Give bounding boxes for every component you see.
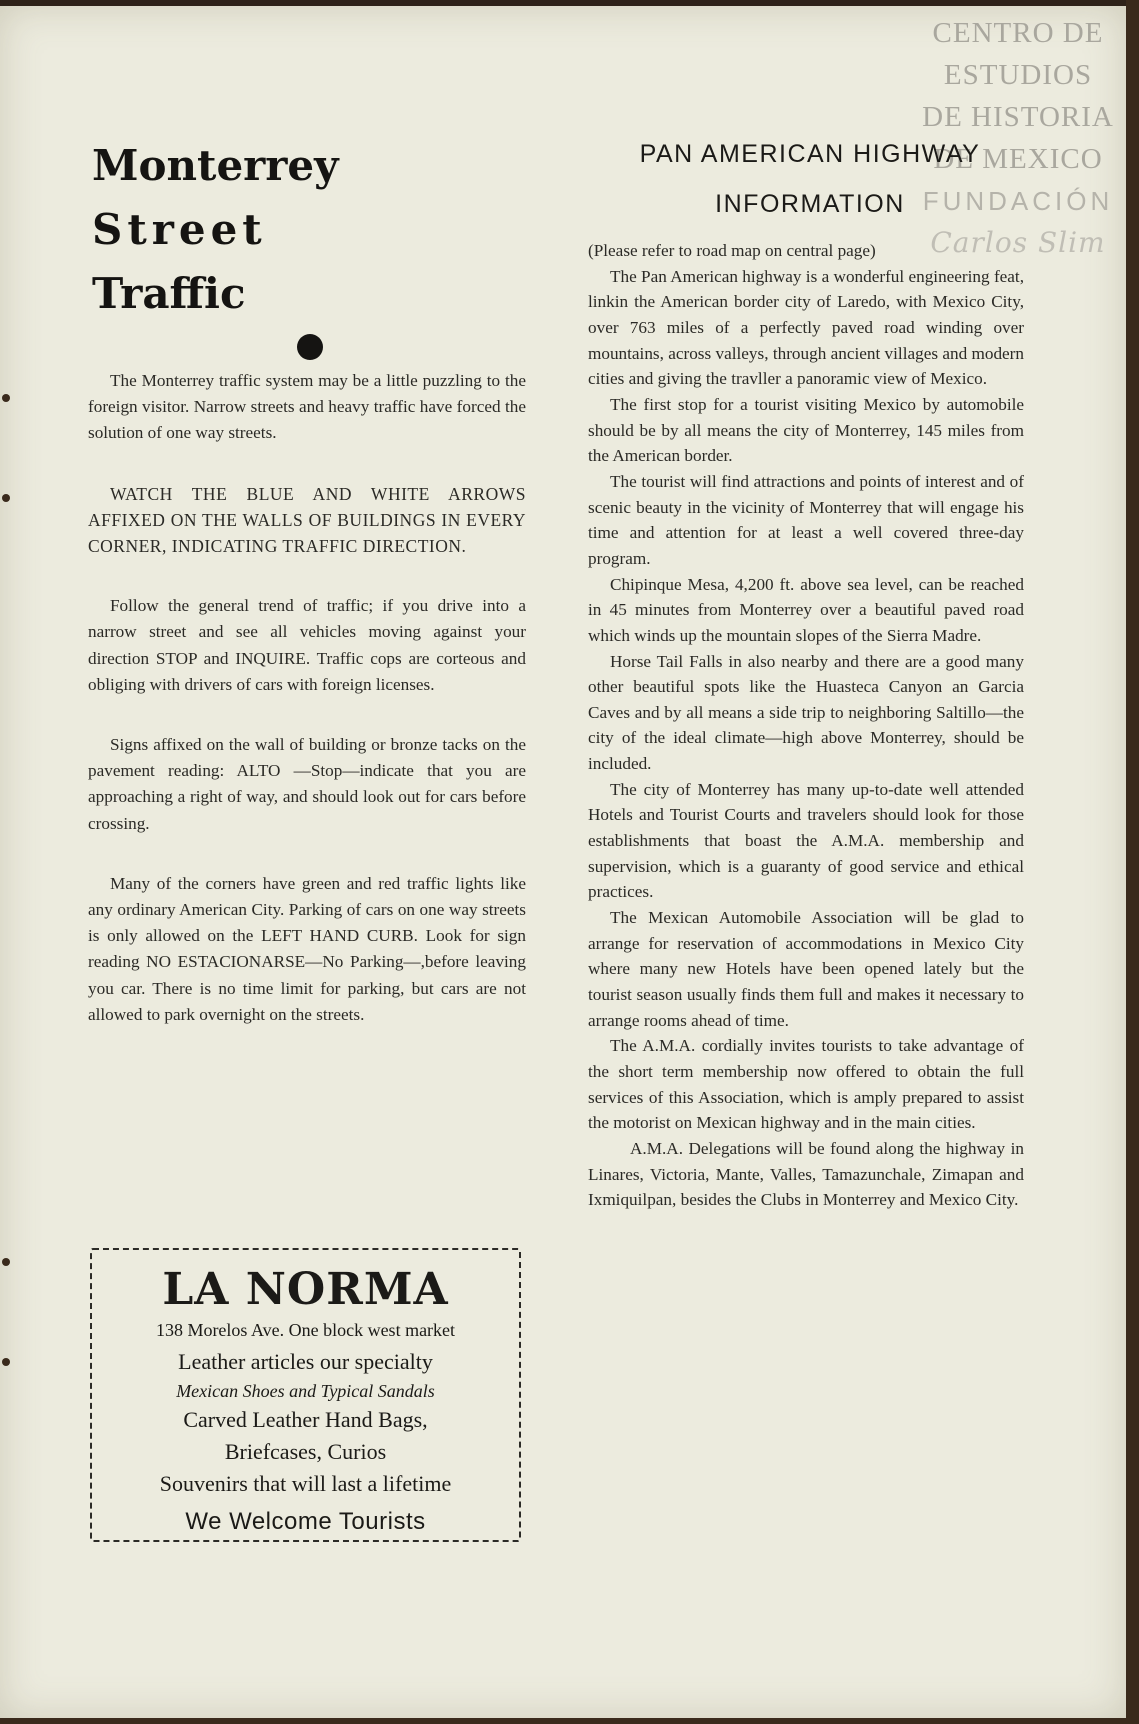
paragraph: The A.M.A. cordially invites tourists to take advantage of the short term membership now offered to obtain the full services of this Association, which is amply prepared to assist the motorist on Mexican highway and in the main cities. [588,1036,1024,1133]
title-line: Traffic [92,269,246,318]
watermark-line: ESTUDIOS [943,59,1093,91]
paragraph: The tourist will find attractions and points of interest and of scenic beauty in the vicinity of Monterrey that will engage his time and attention for at least a well covered three-day program. [588,471,1024,568]
ad-bags: Carved Leather Hand Bags, [183,1407,428,1432]
left-article-body [88,368,526,1028]
right-edge [1126,0,1139,1724]
bullet-dot [297,334,323,360]
left-article-title [92,134,339,326]
ad-address: 138 Morelos Ave. One block west market [155,1320,456,1340]
paragraph: The city of Monterrey has many up-to-date well attended Hotels and Tourist Courts and travelers should look for those establishments that boast the A.M.A. membership and supervision, which is a guaranty of good service and ethical practices. [588,779,1024,902]
title-line: Street [92,205,267,254]
binding-hole [2,1258,10,1266]
paragraph: The Pan American highway is a wonderful engineering feat, linkin the American border city of Laredo, with Mexico City, over 763 miles of a perfectly paved road winding over mountains, across valleys, through ancient villages and modern cities and giving the travller a panoramic view of Mexico. [588,266,1024,389]
watermark-line: DE MEXICO [933,143,1103,175]
document-page [0,6,1126,1718]
la-norma-advertisement [90,1248,521,1542]
paragraph: The Mexican Automobile Association will be glad to arrange for reservation of accommodations in Mexico City where many new Hotels have been opened lately but the tourist season usually finds them full and makes it necessary to arrange rooms ahead of time. [588,908,1024,1030]
paragraph: Follow the general trend of traffic; if you drive into a narrow street and see all vehicles moving against your direction STOP and INQUIRE. Traffic cops are corteous and obliging with drivers of cars with foreign licenses. [88,596,526,694]
archive-watermark [910,12,1126,264]
ad-souvenirs: Souvenirs that will last a lifetime [159,1471,452,1496]
binding-hole [2,494,10,502]
paragraph: Horse Tail Falls in also nearby and there are a good many other beautiful spots like the Huasteca Canyon an Garcia Caves and by all means a side trip to neighboring Saltillo—the city of the ideal climate—high above Monterrey, should be included. [588,651,1024,774]
watermark-signature: Carlos Slim [930,226,1106,259]
paragraph: A.M.A. Delegations will be found along the highway in Linares, Victoria, Mante, Valles, Tamazunchale, Zimapan and Ixmiquilpan, besides the Clubs in Monterrey and Mexico City. [588,1138,1024,1210]
ad-welcome: We Welcome Tourists [185,1508,426,1535]
paragraph: The first stop for a tourist visiting Mexico by automobile should be by all means the city of Monterrey, 145 miles from the American border. [588,394,1024,466]
ad-shoes: Mexican Shoes and Typical Sandals [176,1381,435,1401]
watermark-line: DE HISTORIA [922,101,1114,133]
binding-hole [2,394,10,402]
paragraph: Chipinque Mesa, 4,200 ft. above sea level, can be reached in 45 minutes from Monterrey over a beautiful paved road which winds up the mountain slopes of the Sierra Madre. [588,574,1024,645]
right-article-title: PAN AMERICAN HIGHWAY [639,140,981,168]
watermark-line: FUNDACIÓN [922,186,1114,216]
paragraph: WATCH THE BLUE AND WHITE ARROWS AFFIXED ON THE WALLS OF BUILDINGS IN EVERY CORNER, INDICATING TRAFFIC DIRECTION. [88,483,526,557]
title-line: Monterrey [92,141,339,190]
watermark-line: CENTRO DE [932,17,1104,49]
ad-specialty: Leather articles our specialty [178,1349,433,1374]
paragraph: (Please refer to road map on central page) [588,241,876,260]
ad-briefcases: Briefcases, Curios [224,1439,387,1464]
paragraph: The Monterrey traffic system may be a little puzzling to the foreign visitor. Narrow streets and heavy traffic have forced the solution of one way streets. [88,371,526,443]
right-article-title-line2: INFORMATION [715,190,905,218]
ad-store-name: LA NORMA [162,1264,449,1315]
paragraph: Many of the corners have green and red traffic lights like any ordinary American City. Parking of cars on one way streets is only allowed on the LEFT HAND CURB. Look for sign reading NO ESTACIONARSE—No Parking—,before leaving you car. There is no time limit for parking, but cars are not allowed to park overnight on the streets. [88,873,526,1024]
right-article-body [588,238,1024,1213]
binding-hole [2,1358,10,1366]
paragraph: Signs affixed on the wall of building or bronze tacks on the pavement reading: ALTO —Stop—indicate that you are approaching a right of way, and should look out for cars before crossing. [88,735,526,833]
